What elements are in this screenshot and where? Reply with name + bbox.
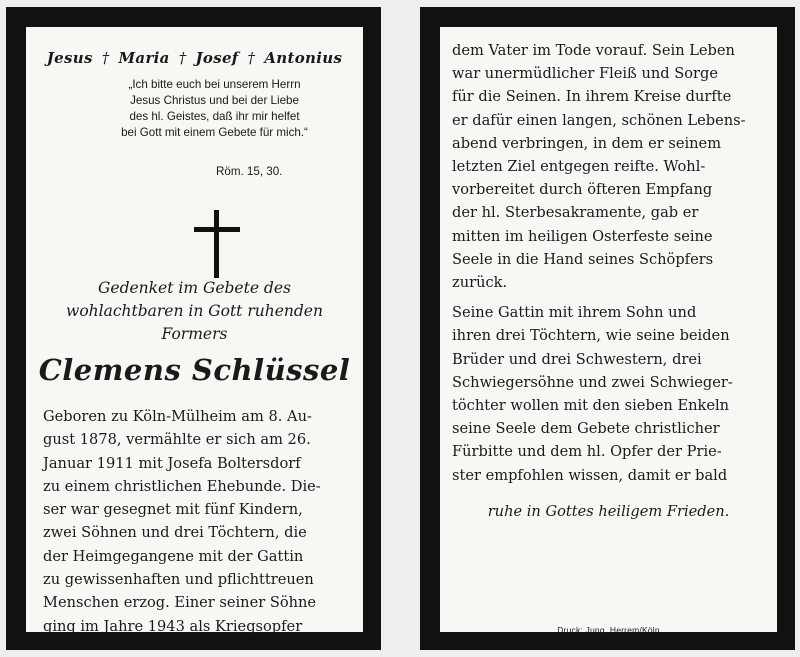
bio-line: ging im Jahre 1943 als Kriegsopfer [43, 617, 303, 635]
closing-line: ruhe in Gottes heiligem Frieden. [487, 503, 730, 520]
dagger-symbol: † [178, 49, 187, 67]
right-card-panel [420, 7, 795, 650]
dagger-symbol: † [101, 49, 110, 67]
saints-line [26, 49, 363, 67]
text-line: dem Vater im Tode vorauf. Sein Leben [452, 42, 735, 59]
remembrance-text [26, 277, 363, 346]
bio-line: Geboren zu Köln-Mülheim am 8. Au- [43, 408, 312, 425]
text-line: letzten Ziel entgegen reifte. Wohl- [452, 158, 706, 176]
bio-line: zu einem christlichen Ehebunde. Die- [43, 477, 321, 495]
text-line: vorbereitet durch öfteren Empfang [452, 181, 713, 199]
obituary-text [452, 39, 766, 487]
text-line: Seele in die Hand seines Schöpfers [452, 250, 714, 268]
bio-line: zu gewissenhaften und pflichttreuen [43, 571, 314, 589]
quote-line: bei Gott mit einem Gebete für mich.“ [121, 126, 308, 139]
text-line: für die Seinen. In ihrem Kreise durfte [452, 88, 732, 106]
text-line: er dafür einen langen, schönen Lebens- [452, 111, 746, 129]
saint-name: Maria [118, 49, 170, 67]
printer-imprint: Druck: Jung, Herrem/Köln [557, 625, 660, 635]
bio-line: der Heimgegangene mit der Gattin [43, 547, 304, 565]
text-line: Fürbitte und dem hl. Opfer der Prie- [452, 443, 722, 461]
bio-line: zwei Söhnen und drei Töchtern, die [43, 524, 307, 542]
remembrance-line: Gedenket im Gebete des [98, 279, 291, 297]
text-line: ster empfohlen wissen, damit er bald [452, 466, 728, 484]
text-line: töchter wollen mit den sieben Enkeln [452, 397, 730, 415]
text-line: Brüder und drei Schwestern, drei [452, 350, 702, 368]
text-line: ihren drei Töchtern, wie seine beiden [452, 327, 730, 345]
bio-line: ser war gesegnet mit fünf Kindern, [43, 501, 303, 519]
quote-line: Jesus Christus und bei der Liebe [130, 94, 299, 107]
remembrance-line: wohlachtbaren in Gott ruhenden [66, 302, 323, 320]
text-line: abend verbringen, in dem er seinem [452, 134, 722, 152]
bible-quote [86, 77, 343, 141]
biography-text [43, 405, 352, 638]
text-line: Seine Gattin mit ihrem Sohn und [452, 304, 697, 322]
text-line: der hl. Sterbesakramente, gab er [452, 204, 699, 222]
quote-line: „Ich bitte euch bei unserem Herrn [128, 78, 301, 91]
bio-line: Menschen erzog. Einer seiner Söhne [43, 594, 317, 612]
quote-reference: Röm. 15, 30. [216, 165, 283, 178]
saint-name: Josef [195, 49, 239, 67]
text-line: seine Seele dem Gebete christlicher [452, 420, 720, 438]
text-line: mitten im heiligen Osterfeste seine [452, 227, 713, 245]
bio-line: gust 1878, vermählte er sich am 26. [43, 431, 311, 449]
quote-line: des hl. Geistes, daß ihr mir helfet [129, 110, 300, 123]
remembrance-line: Formers [161, 325, 228, 343]
left-card-content [26, 27, 363, 635]
left-card-panel [6, 7, 381, 650]
deceased-name: Clemens Schlüssel [38, 353, 351, 387]
dagger-symbol: † [247, 49, 256, 67]
text-line: war unermüdlicher Fleiß und Sorge [452, 65, 718, 83]
saint-name: Antonius [264, 49, 343, 67]
saint-name: Jesus [46, 49, 93, 67]
right-card-content [440, 27, 777, 635]
cross-icon [194, 210, 240, 278]
bio-line: Januar 1911 mit Josefa Boltersdorf [43, 454, 301, 472]
text-line: zurück. [452, 274, 508, 292]
text-line: Schwiegersöhne und zwei Schwieger- [452, 373, 733, 391]
